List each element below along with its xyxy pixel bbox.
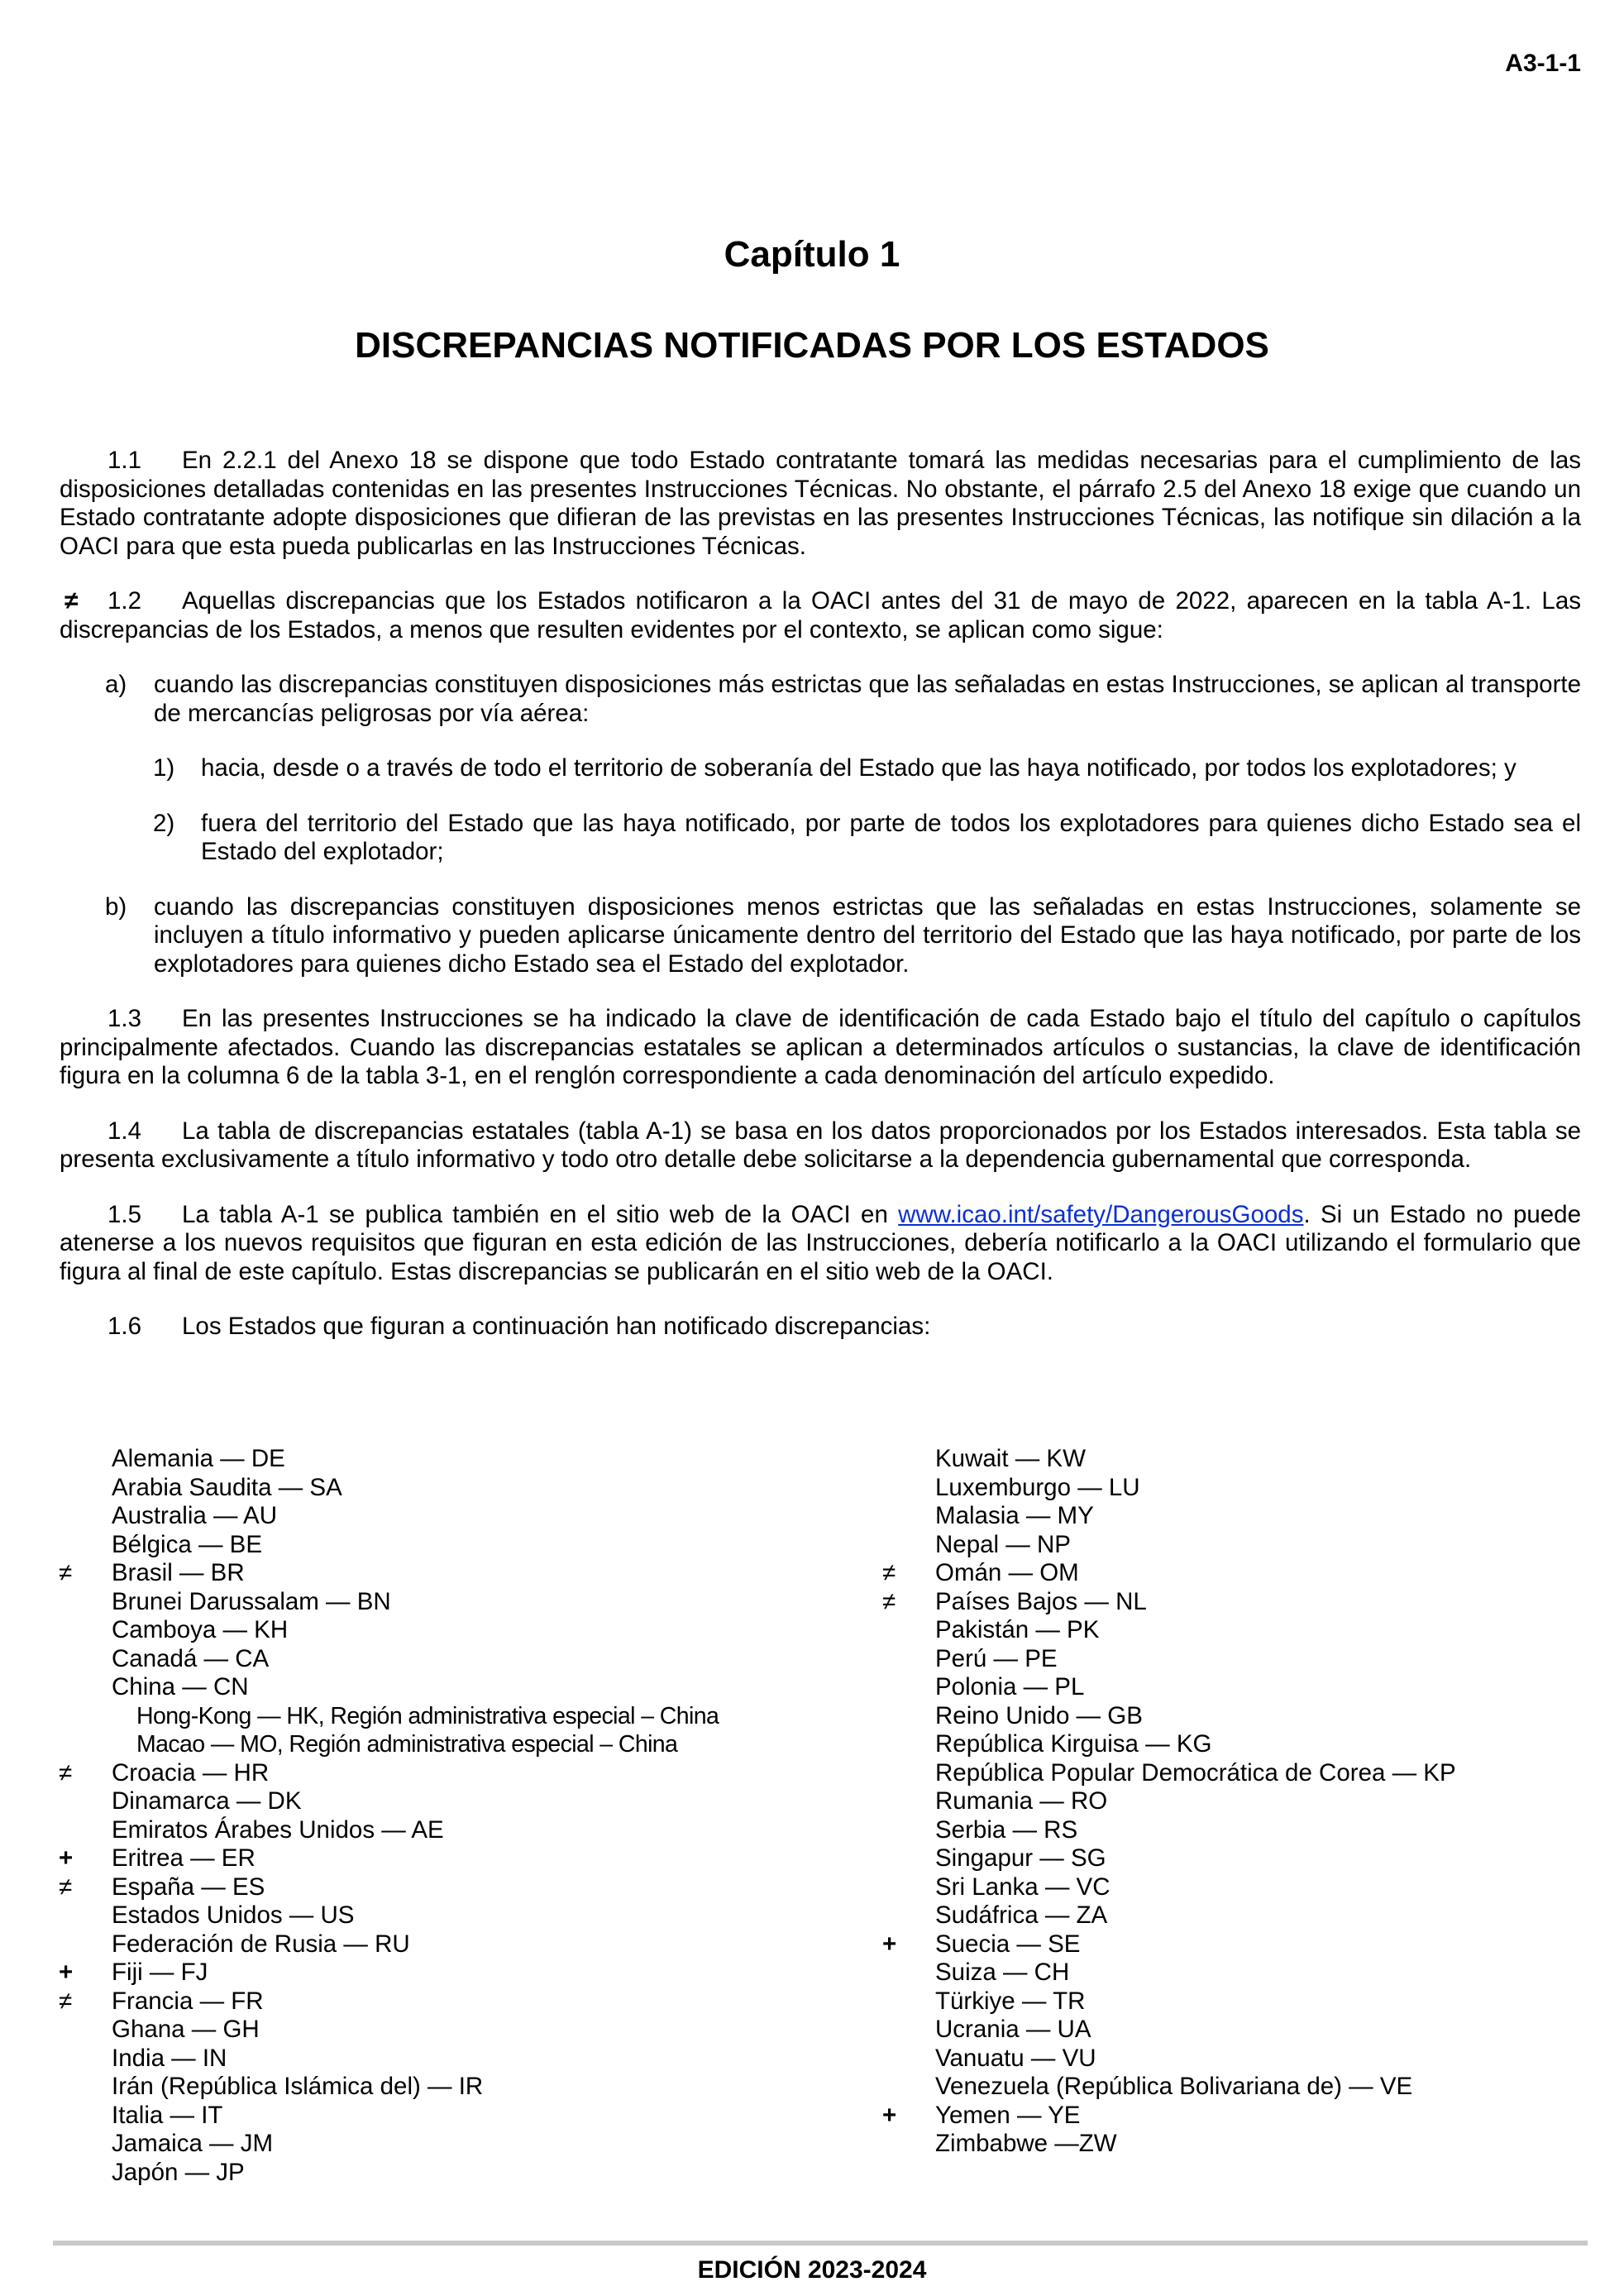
state-name: Japón — JP bbox=[112, 2158, 245, 2186]
list-text: hacia, desde o a través de todo el territorio de soberanía del Estado que las haya notificado, por todos los explotadores; y bbox=[201, 754, 1517, 782]
state-list-item bbox=[935, 1502, 1456, 1531]
chapter-label: Capítulo 1 bbox=[724, 234, 900, 275]
list-label: a) bbox=[105, 671, 127, 698]
document-body bbox=[60, 447, 1581, 1368]
list-text: cuando las discrepancias constituyen disposiciones más estrictas que las señaladas en estas Instrucciones, se aplican al transporte de mercancías peligrosas por vía aérea: bbox=[154, 671, 1581, 727]
list-text: fuera del territorio del Estado que las haya notificado, por parte de todos los explotadores para quienes dicho Estado sea el Estado del explotador; bbox=[201, 809, 1581, 865]
state-list-subitem bbox=[112, 1702, 719, 1731]
states-column-right bbox=[882, 1445, 1456, 2159]
change-mark-not-equal: ≠ bbox=[64, 587, 79, 615]
state-list-item bbox=[882, 1930, 1456, 1959]
state-list-item bbox=[935, 1616, 1456, 1645]
state-name: Nepal — NP bbox=[935, 1530, 1071, 1558]
state-name: Malasia — MY bbox=[935, 1502, 1094, 1529]
state-name: Macao — MO, Región administrativa especial – China bbox=[136, 1731, 678, 1758]
list-label: b) bbox=[105, 892, 127, 921]
paragraph-1-5 bbox=[60, 1201, 1581, 1287]
state-name: China — CN bbox=[112, 1673, 249, 1700]
page-title: DISCREPANCIAS NOTIFICADAS POR LOS ESTADOS bbox=[355, 325, 1269, 366]
state-name: Singapur — SG bbox=[935, 1844, 1106, 1872]
state-list-item bbox=[935, 1759, 1456, 1788]
not-equal-mark: ≠ bbox=[882, 1559, 896, 1586]
state-list-item bbox=[112, 2016, 719, 2045]
state-list-item bbox=[59, 1873, 719, 1902]
state-name: República Popular Democrática de Corea — KP bbox=[935, 1758, 1456, 1787]
state-list-item bbox=[935, 1730, 1456, 1759]
paragraph-text-continued: . Si un Estado no puede atenerse a los nuevos requisitos que figuran en esta edición de las Instrucciones, debería notificarlo a la OACI utilizando el formulario que figura al final de este capítulo. Estas discrepancias se publicarán en el sitio web de la OACI. bbox=[60, 1200, 1581, 1285]
plus-mark: + bbox=[882, 1930, 897, 1958]
state-name: Vanuatu — VU bbox=[935, 2044, 1096, 2072]
state-list-item bbox=[59, 1959, 719, 1987]
state-name: España — ES bbox=[112, 1873, 265, 1901]
state-name: Brasil — BR bbox=[112, 1559, 245, 1586]
state-list-item bbox=[935, 1645, 1456, 1674]
state-name: Serbia — RS bbox=[935, 1815, 1078, 1844]
state-list-item bbox=[935, 1531, 1456, 1560]
paragraph-1-3 bbox=[60, 1005, 1581, 1091]
state-name: Croacia — HR bbox=[112, 1758, 270, 1787]
state-name: Venezuela (República Bolivariana de) — VE bbox=[935, 2073, 1413, 2100]
state-list-item bbox=[112, 1901, 719, 1930]
state-name: Pakistán — PK bbox=[935, 1616, 1100, 1643]
state-list-item bbox=[882, 2101, 1456, 2131]
not-equal-mark: ≠ bbox=[59, 1758, 73, 1787]
state-list-item bbox=[935, 1445, 1456, 1474]
paragraph-1-4 bbox=[60, 1117, 1581, 1174]
list-item-a-1 bbox=[60, 754, 1581, 783]
state-list-item bbox=[59, 1559, 719, 1588]
state-name: Fiji — FJ bbox=[112, 1959, 208, 1986]
state-list-item bbox=[112, 1502, 719, 1531]
state-name: Luxemburgo — LU bbox=[935, 1473, 1140, 1501]
state-list-item bbox=[112, 2102, 719, 2131]
state-name: Rumania — RO bbox=[935, 1787, 1108, 1815]
paragraph-number: 1.2 bbox=[107, 587, 142, 615]
list-item-b bbox=[60, 893, 1581, 979]
state-name: Jamaica — JM bbox=[112, 2130, 274, 2157]
state-list-item bbox=[112, 1787, 719, 1816]
paragraph-1-2 bbox=[60, 587, 1581, 644]
state-name: Perú — PE bbox=[935, 1644, 1058, 1672]
state-list-item bbox=[935, 1987, 1456, 2016]
list-label: 2) bbox=[153, 809, 175, 837]
state-name: República Kirguisa — KG bbox=[935, 1730, 1212, 1758]
state-name: Kuwait — KW bbox=[935, 1445, 1086, 1472]
state-name: Ghana — GH bbox=[112, 2016, 260, 2043]
page-number: A3-1-1 bbox=[1505, 50, 1581, 77]
state-name: Francia — FR bbox=[112, 1987, 264, 2015]
state-list-item bbox=[112, 2159, 719, 2188]
state-list-item bbox=[935, 2130, 1456, 2159]
footer-rule bbox=[53, 2241, 1588, 2246]
state-name: Australia — AU bbox=[112, 1502, 278, 1529]
state-list-item bbox=[112, 2130, 719, 2159]
paragraph-number: 1.5 bbox=[107, 1200, 142, 1228]
state-name: Suiza — CH bbox=[935, 1959, 1070, 1986]
paragraph-text: Aquellas discrepancias que los Estados notificaron a la OACI antes del 31 de mayo de 2022, aparecen en la tabla A-1. Las discrepancias de los Estados, a menos que resulten evidentes por el contexto, se aplican como sigue: bbox=[60, 587, 1581, 643]
state-list-item bbox=[935, 1844, 1456, 1873]
state-name: Sudáfrica — ZA bbox=[935, 1901, 1108, 1929]
state-name: Italia — IT bbox=[112, 2101, 223, 2129]
state-list-item bbox=[112, 2045, 719, 2074]
state-name: Países Bajos — NL bbox=[935, 1587, 1147, 1615]
state-list-item bbox=[935, 1873, 1456, 1902]
state-name: Hong-Kong — HK, Región administrativa especial – China bbox=[136, 1702, 719, 1729]
state-name: Omán — OM bbox=[935, 1559, 1079, 1586]
state-name: Reino Unido — GB bbox=[935, 1701, 1143, 1729]
state-name: Suecia — SE bbox=[935, 1930, 1081, 1958]
paragraph-number: 1.3 bbox=[107, 1005, 142, 1032]
state-list-item bbox=[59, 1844, 719, 1873]
list-item-a-2 bbox=[60, 810, 1581, 867]
not-equal-mark: ≠ bbox=[882, 1587, 896, 1615]
state-list-item bbox=[112, 1616, 719, 1645]
not-equal-mark: ≠ bbox=[59, 1987, 73, 2015]
state-name: Arabia Saudita — SA bbox=[112, 1473, 342, 1501]
states-column-left bbox=[59, 1445, 719, 2187]
paragraph-number: 1.6 bbox=[107, 1313, 142, 1340]
state-list-item bbox=[935, 2073, 1456, 2102]
paragraph-text: La tabla A-1 se publica también en el sitio web de la OACI en bbox=[182, 1200, 899, 1228]
state-list-subitem bbox=[112, 1730, 719, 1759]
paragraph-text: En las presentes Instrucciones se ha indicado la clave de identificación de cada Estado bajo el título del capítulo o capítulos principalmente afectados. Cuando las discrepancias estatales se aplican a determinados artículos o sustancias, la clave de identificación figura en la columna 6 de la tabla 3-1, en el renglón correspondiente a cada denominación del artículo expedido. bbox=[60, 1005, 1581, 1089]
state-name: Eritrea — ER bbox=[112, 1844, 256, 1872]
paragraph-1-1 bbox=[60, 447, 1581, 561]
edition-footer: EDICIÓN 2023-2024 bbox=[697, 2256, 927, 2284]
state-list-item bbox=[112, 1816, 719, 1845]
paragraph-number: 1.1 bbox=[107, 447, 142, 474]
state-name: Canadá — CA bbox=[112, 1644, 270, 1672]
state-name: Emiratos Árabes Unidos — AE bbox=[112, 1815, 444, 1844]
state-name: Ucrania — UA bbox=[935, 2016, 1091, 2043]
state-name: Brunei Darussalam — BN bbox=[112, 1587, 391, 1615]
state-list-item bbox=[935, 1901, 1456, 1930]
state-list-item bbox=[112, 1445, 719, 1474]
list-item-a bbox=[60, 671, 1581, 728]
plus-mark: + bbox=[59, 1959, 74, 1986]
state-list-item bbox=[112, 1673, 719, 1702]
state-name: Bélgica — BE bbox=[112, 1530, 262, 1558]
list-label: 1) bbox=[153, 754, 175, 782]
state-name: Polonia — PL bbox=[935, 1673, 1085, 1700]
state-list-item bbox=[935, 1673, 1456, 1702]
state-list-item bbox=[59, 1758, 719, 1788]
state-list-item bbox=[112, 1531, 719, 1560]
state-list-item bbox=[112, 1588, 719, 1617]
plus-mark: + bbox=[59, 1844, 74, 1872]
state-name: India — IN bbox=[112, 2044, 227, 2072]
state-name: Yemen — YE bbox=[935, 2101, 1081, 2129]
dangerous-goods-link[interactable]: www.icao.int/safety/DangerousGoods bbox=[898, 1200, 1304, 1228]
state-list-item bbox=[112, 2073, 719, 2102]
state-list-item bbox=[935, 1474, 1456, 1503]
state-name: Zimbabwe —ZW bbox=[935, 2130, 1117, 2157]
state-list-item bbox=[112, 1930, 719, 1959]
not-equal-mark: ≠ bbox=[59, 1873, 73, 1901]
state-name: Federación de Rusia — RU bbox=[112, 1930, 410, 1958]
state-list-item bbox=[935, 2016, 1456, 2045]
state-name: Camboya — KH bbox=[112, 1616, 289, 1643]
state-list-item bbox=[882, 1559, 1456, 1588]
state-list-item bbox=[59, 1987, 719, 2016]
state-name: Türkiye — TR bbox=[935, 1987, 1086, 2015]
state-list-item bbox=[935, 2045, 1456, 2074]
state-list-item bbox=[112, 1474, 719, 1503]
state-list-item bbox=[935, 1959, 1456, 1987]
state-name: Dinamarca — DK bbox=[112, 1787, 302, 1815]
state-list-item bbox=[935, 1702, 1456, 1731]
state-list-item bbox=[882, 1587, 1456, 1617]
state-list-item bbox=[935, 1787, 1456, 1816]
state-list-item bbox=[935, 1816, 1456, 1845]
list-text: cuando las discrepancias constituyen disposiciones menos estrictas que las señaladas en estas Instrucciones, solamente se incluyen a título informativo y pueden aplicarse únicamente dentro del territorio del Estado que las haya notificado, por parte de los explotadores para quienes dicho Estado sea el Estado del explotador. bbox=[154, 892, 1581, 978]
paragraph-1-6 bbox=[60, 1313, 1581, 1342]
plus-mark: + bbox=[882, 2101, 897, 2129]
paragraph-text: En 2.2.1 del Anexo 18 se dispone que todo Estado contratante tomará las medidas necesarias para el cumplimiento de las disposiciones detalladas contenidas en las presentes Instrucciones Técnicas. No obstante, el párrafo 2.5 del Anexo 18 exige que cuando un Estado contratante adopte disposiciones que difieran de las previstas en las presentes Instrucciones Técnicas, las notifique sin dilación a la OACI para que esta pueda publicarlas en las Instrucciones Técnicas. bbox=[60, 447, 1581, 560]
paragraph-number: 1.4 bbox=[107, 1117, 142, 1145]
state-name: Sri Lanka — VC bbox=[935, 1873, 1111, 1901]
paragraph-text: Los Estados que figuran a continuación han notificado discrepancias: bbox=[182, 1313, 931, 1340]
state-name: Irán (República Islámica del) — IR bbox=[112, 2073, 484, 2100]
not-equal-mark: ≠ bbox=[59, 1559, 73, 1586]
state-name: Alemania — DE bbox=[112, 1445, 285, 1472]
state-name: Estados Unidos — US bbox=[112, 1901, 355, 1929]
paragraph-text: La tabla de discrepancias estatales (tabla A-1) se basa en los datos proporcionados por los Estados interesados. Esta tabla se presenta exclusivamente a título informativo y todo otro detalle debe solicitarse a la dependencia gubernamental que corresponda. bbox=[60, 1117, 1581, 1173]
state-list-item bbox=[112, 1645, 719, 1674]
